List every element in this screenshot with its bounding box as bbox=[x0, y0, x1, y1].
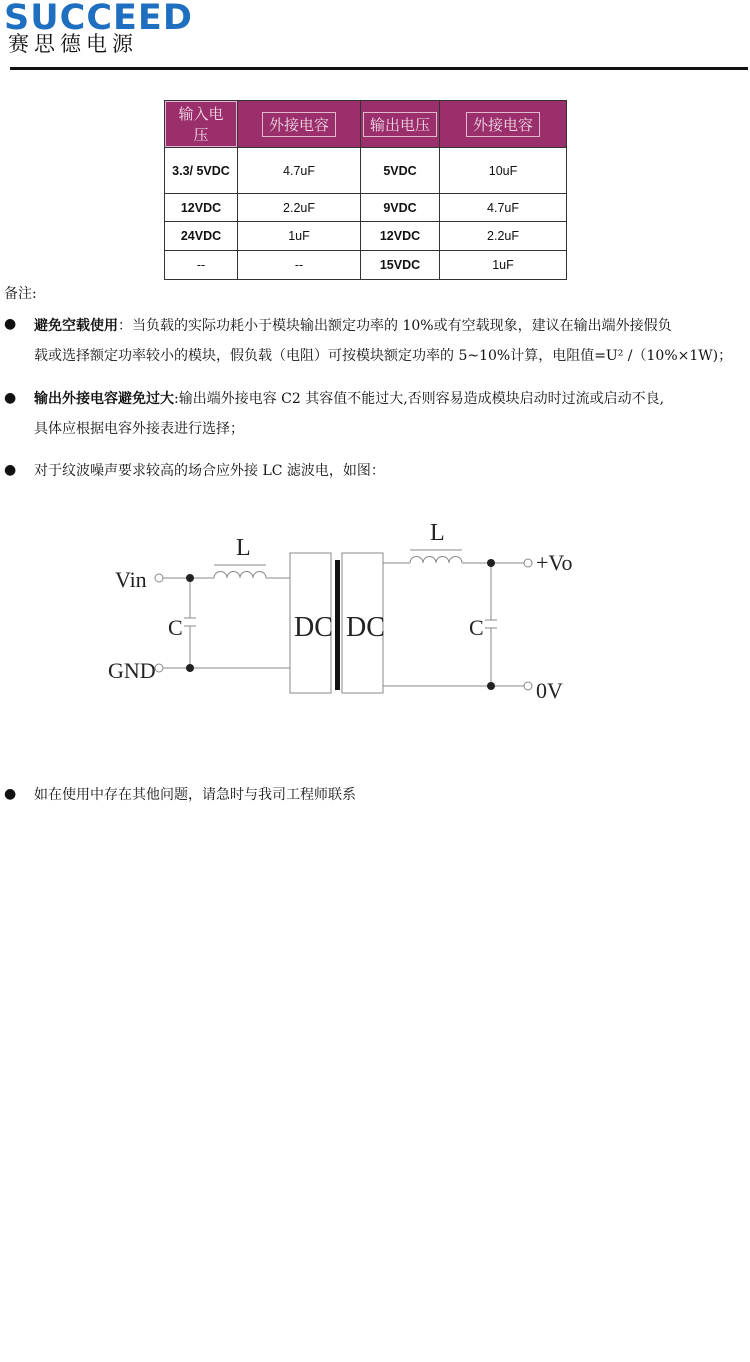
bullet-icon: ● bbox=[4, 786, 17, 802]
table-cell: 1uF bbox=[440, 251, 567, 280]
capacitor-table bbox=[164, 100, 567, 280]
table-header: 外接电容 bbox=[440, 101, 567, 148]
table-cell: 2.2uF bbox=[440, 222, 567, 251]
vout-label: +Vo bbox=[536, 550, 573, 575]
note-item: 对于纹波噪声要求较高的场合应外接 LC 滤波电，如图： bbox=[34, 463, 385, 479]
table-cell: 15VDC bbox=[361, 251, 440, 280]
table-cell: -- bbox=[238, 251, 361, 280]
vin-label: Vin bbox=[115, 567, 147, 592]
capacitor-label: C bbox=[469, 615, 484, 640]
table-row bbox=[165, 222, 567, 251]
table-row bbox=[165, 194, 567, 222]
logo-text: SUCCEED bbox=[4, 0, 193, 38]
dc-label: DC bbox=[294, 612, 333, 643]
table-header: 输出电压 bbox=[361, 101, 440, 148]
table-header-row bbox=[165, 101, 567, 148]
table-cell: 12VDC bbox=[361, 222, 440, 251]
note-item: 输出外接电容避免过大:输出端外接电容 C2 其容值不能过大,否则容易造成模块启动时过流或启动不良, 具体应根据电容外接表进行选择； bbox=[34, 391, 665, 437]
lc-filter-diagram bbox=[100, 510, 580, 710]
notes-label: 备注: bbox=[4, 286, 37, 302]
gnd-label: GND bbox=[108, 658, 156, 683]
table-cell: 24VDC bbox=[165, 222, 238, 251]
table-cell: 4.7uF bbox=[440, 194, 567, 222]
logo-subtitle: 赛思德电源 bbox=[8, 32, 138, 56]
bullet-icon: ● bbox=[4, 462, 17, 478]
table-header: 外接电容 bbox=[238, 101, 361, 148]
note-item: 避免空载使用：当负载的实际功耗小于模块输出额定功率的 10%或有空载现象，建议在输出端外接假负 载或选择额定功率较小的模块，假负载（电阻）可按模块额定功率的 5~10%计算，电阻值=U² /（10%×1W)； bbox=[34, 318, 733, 364]
table-cell: 3.3/ 5VDC bbox=[165, 148, 238, 194]
capacitor-label: C bbox=[168, 615, 183, 640]
header-divider bbox=[10, 67, 748, 70]
bullet-icon: ● bbox=[4, 316, 17, 332]
table-header: 输入电压 bbox=[165, 101, 238, 148]
table-cell: 9VDC bbox=[361, 194, 440, 222]
table-row bbox=[165, 251, 567, 280]
dc-label: DC bbox=[346, 612, 385, 643]
note-item: 如在使用中存在其他问题，请急时与我司工程师联系 bbox=[34, 787, 356, 803]
table-cell: 12VDC bbox=[165, 194, 238, 222]
table-cell: 4.7uF bbox=[238, 148, 361, 194]
table-cell: 2.2uF bbox=[238, 194, 361, 222]
transformer-core bbox=[335, 560, 340, 690]
table-cell: 1uF bbox=[238, 222, 361, 251]
inductor-label: L bbox=[430, 520, 445, 546]
table-cell: 5VDC bbox=[361, 148, 440, 194]
bullet-icon: ● bbox=[4, 390, 17, 406]
zero-volt-label: 0V bbox=[536, 678, 563, 703]
inductor-label: L bbox=[236, 535, 251, 561]
table-row bbox=[165, 148, 567, 194]
table-cell: 10uF bbox=[440, 148, 567, 194]
table-cell: -- bbox=[165, 251, 238, 280]
